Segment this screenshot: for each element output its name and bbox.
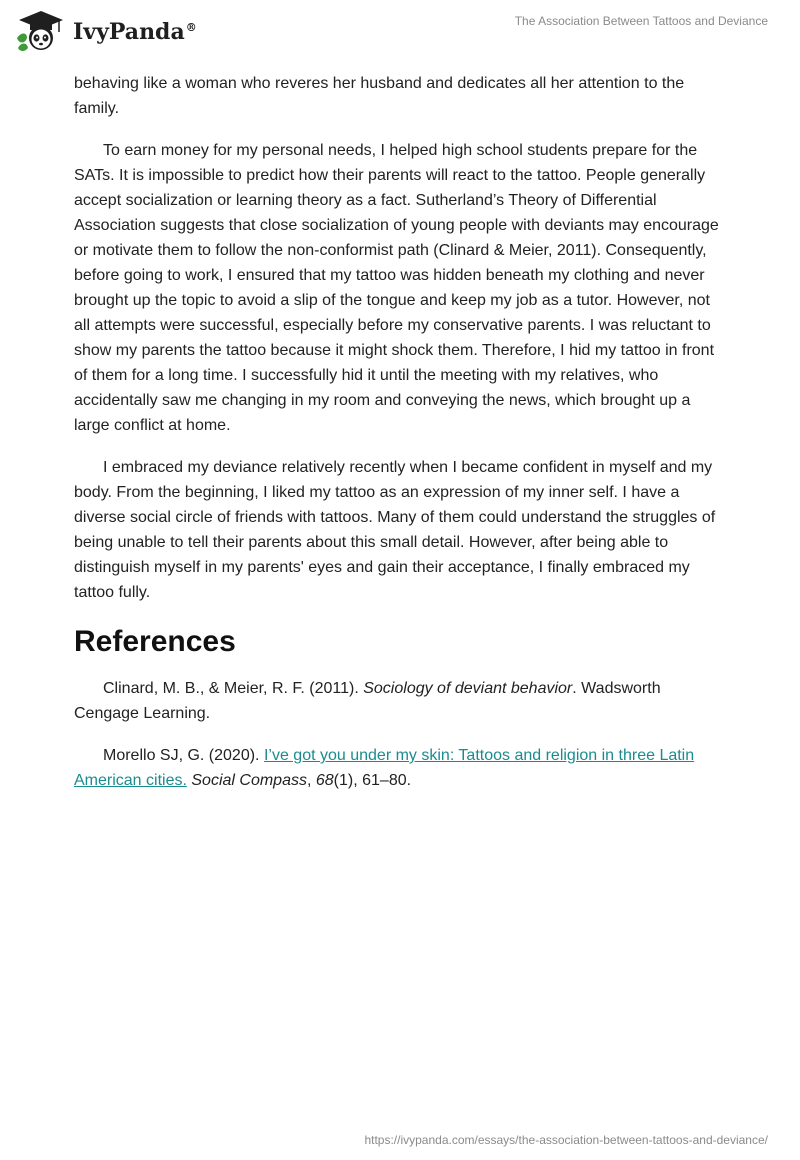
reference-item: Clinard, M. B., & Meier, R. F. (2011). Sociology of deviant behavior. Wadsworth Cengage Learning. <box>74 680 661 722</box>
page-header <box>0 0 800 70</box>
essay-content <box>74 71 729 793</box>
paragraph-tutoring: To earn money for my personal needs, I helped high school students prepare for the SATs. It is impossible to predict how their parents will react to the tattoo. People generally accept socialization or learning theory as a fact. Sutherland’s Theory of Differential Association suggests that close socialization of young people with deviants may encourage or motivate them to follow the non-conformist path (Clinard & Meier, 2011). Consequently, before going to work, I ensured that my tattoo was hidden beneath my clothing and never brought up the topic to avoid a slip of the tongue and keep my job as a tutor. However, not all attempts were successful, especially before my conservative parents. I was reluctant to show my parents the tattoo because it might shock them. Therefore, I hid my tattoo in front of them for a long time. I successfully hid it until the meeting with my relatives, who accidentally saw me changing in my room and conveying the news, which brought up a large conflict at home. <box>74 142 719 434</box>
brand-logo[interactable] <box>15 8 197 52</box>
reference-link[interactable]: I’ve got you under my skin: Tattoos and religion in three Latin American cities. <box>74 747 695 789</box>
brand-name: IvyPanda® <box>73 19 197 45</box>
source-url[interactable]: https://ivypanda.com/essays/the-association-between-tattoos-and-deviance/ <box>364 1133 768 1147</box>
reference-item: Morello SJ, G. (2020). I’ve got you under my skin: Tattoos and religion in three Latin American cities. Social Compass, 68(1), 61–80. <box>74 747 695 789</box>
paragraph-continued: behaving like a woman who reveres her husband and dedicates all her attention to the family. <box>74 75 685 117</box>
references-heading: References <box>74 625 236 658</box>
panda-graduate-icon <box>15 8 67 52</box>
essay-title: The Association Between Tattoos and Deviance <box>514 14 768 28</box>
paragraph-embracing: I embraced my deviance relatively recently when I became confident in myself and my body. From the beginning, I liked my tattoo as an expression of my inner self. I have a diverse social circle of friends with tattoos. Many of them could understand the struggles of being unable to tell their parents about this small detail. However, after being able to distinguish myself in my parents' eyes and gain their acceptance, I finally embraced my tattoo fully. <box>74 459 716 601</box>
